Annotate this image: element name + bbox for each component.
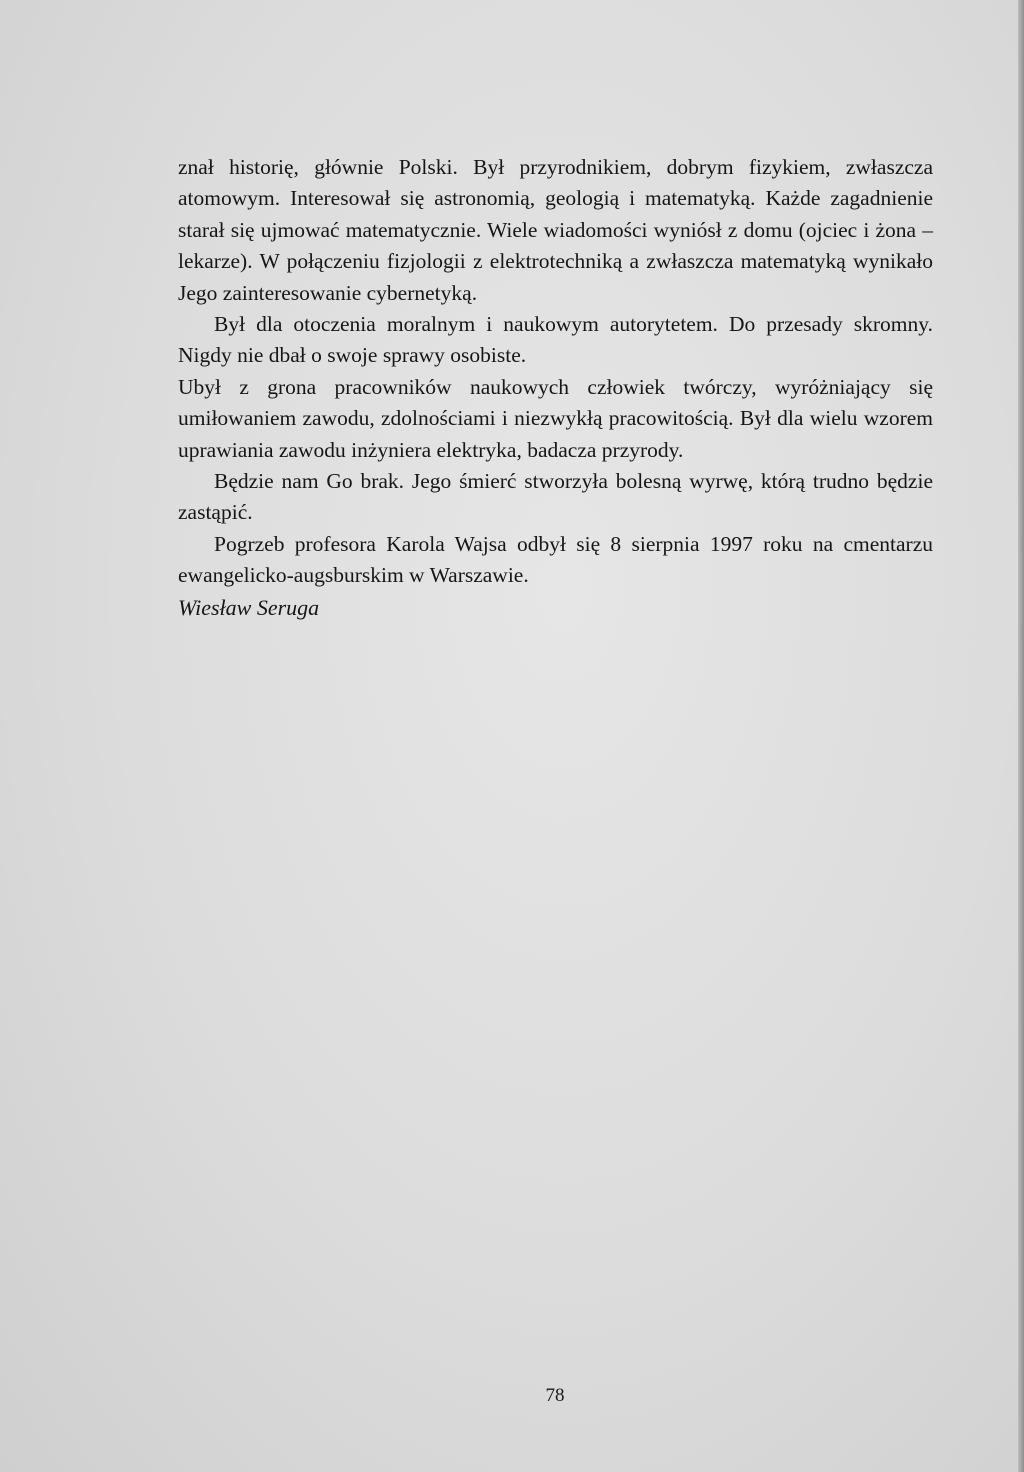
paragraph-loss: Ubył z grona pracowników naukowych człowiek twórczy, wyróżniający się umiłowaniem zawodu, zdolnościami i niezwykłą pracowitością. Był dla wielu wzorem uprawiania zawodu inżyniera elektryka, badacza przyrody. [178,374,933,462]
paragraph-missed: Będzie nam Go brak. Jego śmierć stworzyła bolesną wyrwę, którą trudno będzie zastąpić. [178,469,933,525]
author-signature: Wiesław Seruga [178,594,320,620]
body-text [178,152,933,623]
page-number: 78 [545,1385,565,1406]
paragraph-funeral: Pogrzeb profesora Karola Wajsa odbył się 8 sierpnia 1997 roku na cmentarzu ewangelicko-augsburskim w Warszawie. [178,531,933,588]
page-edge-shadow [1018,0,1024,1472]
paragraph-authority: Był dla otoczenia moralnym i naukowym autorytetem. Do przesady skromny. Nigdy nie dbał o swoje sprawy osobiste. [178,312,933,368]
paragraph-history: znał historię, głównie Polski. Był przyrodnikiem, dobrym fizykiem, zwłaszcza atomowym. Interesował się astronomią, geologią i matematyką. Każde zagadnienie starał się ujmować matematycznie. Wiele wiadomości wyniósł z domu (ojciec i żona – lekarze). W połączeniu fizjologii z elektrotechniką a zwłaszcza matematyką wynikało Jego zainteresowanie cybernetyką. [178,155,933,305]
